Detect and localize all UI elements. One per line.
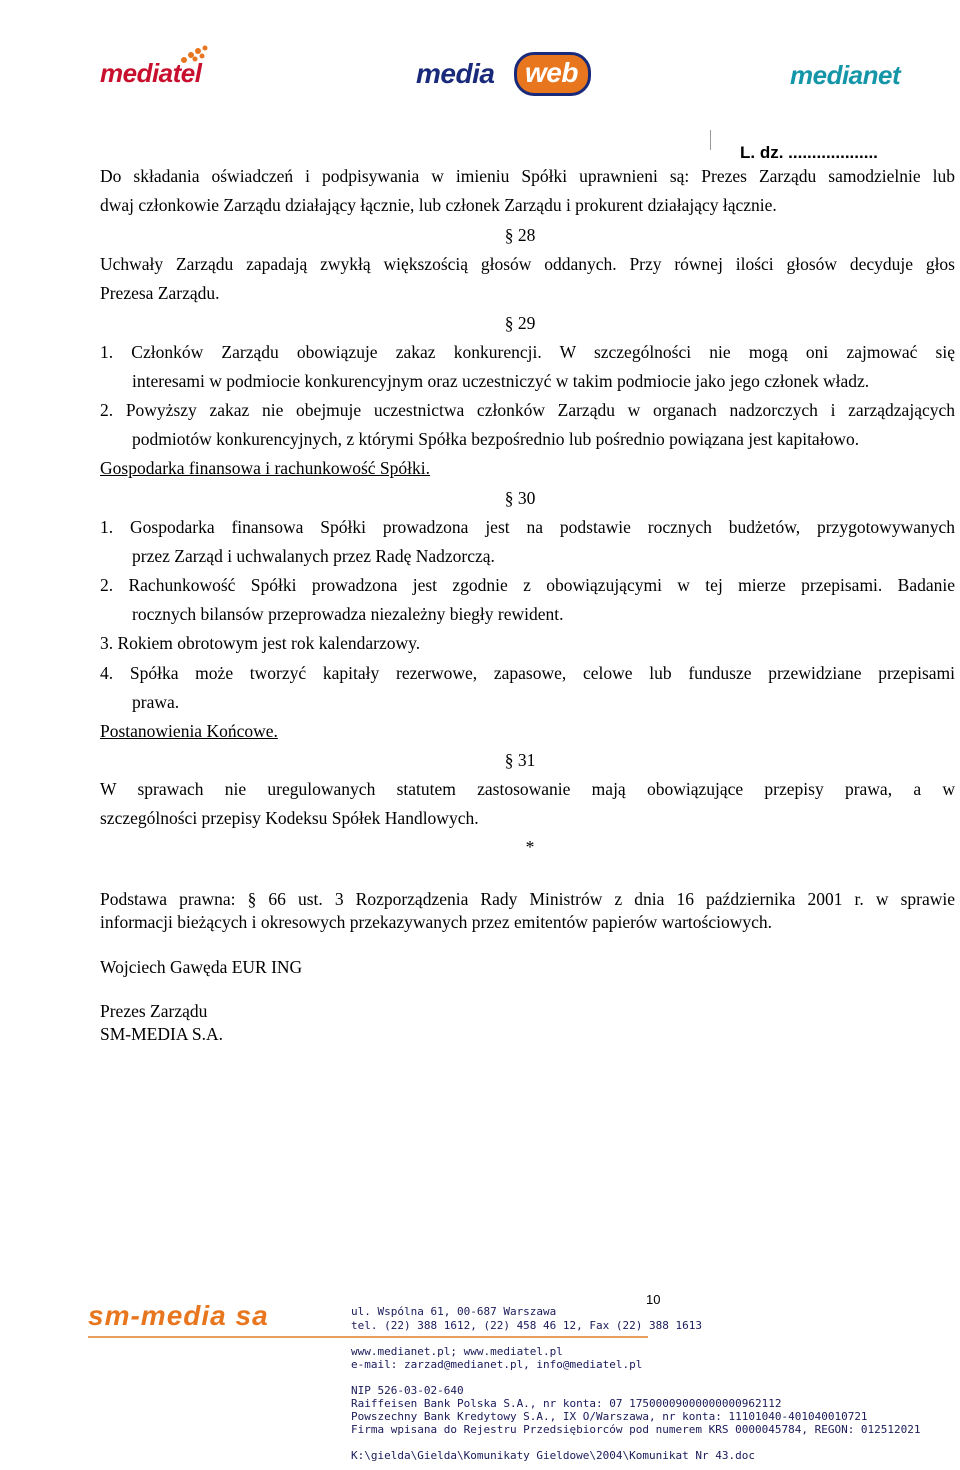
list-item: 4. Spółka może tworzyć kapitały rezerwowe, zapasowe, celowe lub fundusze przewidziane przepisami [100,663,955,683]
footer-email: e-mail: zarzad@medianet.pl, info@mediatel.pl [351,1358,643,1371]
page-number: 10 [646,1292,661,1307]
footer-websites: www.medianet.pl; www.mediatel.pl [351,1345,563,1358]
medianet-logo-text: medianet [790,60,901,90]
final-provisions-heading: Postanowienia Końcowe. [100,721,278,741]
list-item: 1. Członków Zarządu obowiązuje zakaz konkurencji. W szczególności nie mogą oni zajmować się [100,342,955,362]
footer-divider [88,1336,648,1338]
mediatel-logo-text: mediatel [100,58,202,88]
legal-basis-line: Podstawa prawna: § 66 ust. 3 Rozporządzenia Rady Ministrów z dnia 16 października 2001 r. w sprawie [100,889,955,909]
list-item-continuation: prawa. [132,692,180,712]
separator-asterisk: * [525,837,535,857]
paragraph-line: szczególności przepisy Kodeksu Spółek Handlowych. [100,808,479,828]
legal-basis-line: informacji bieżących i okresowych przekazywanych przez emitentów papierów wartościowych. [100,912,773,932]
medianet-logo [790,56,960,96]
paragraph-line: Prezesa Zarządu. [100,283,220,303]
paragraph-line: dwaj członkowie Zarządu działający łącznie, lub członek Zarządu i prokurent działający łącznie. [100,195,777,215]
paragraph-line: Do składania oświadczeń i podpisywania w imieniu Spółki uprawnieni są: Prezes Zarządu samodzielnie lub [100,166,955,186]
mediatel-logo [100,44,260,94]
list-item-continuation: interesami w podmiocie konkurencyjnym oraz uczestniczyć w takim podmiocie jako jego członek władz. [132,371,870,391]
footer-phone: tel. (22) 388 1612, (22) 458 46 12, Fax (22) 388 1613 [351,1319,702,1332]
section-30-heading: § 30 [504,488,536,508]
list-item: 3. Rokiem obrotowym jest rok kalendarzowy. [100,633,421,653]
section-29-heading: § 29 [504,313,536,333]
signer-role: Prezes Zarządu [100,1001,208,1021]
list-item-continuation: rocznych bilansów przeprowadza niezależny biegły rewident. [132,604,564,624]
mediaweb-logo-text-b: web [514,52,591,96]
signer-name: Wojciech Gawęda EUR ING [100,957,303,977]
footer-bank-2: Powszechny Bank Kredytowy S.A., IX O/Warszawa, nr konta: 11101040-401040010721 [351,1410,868,1423]
company-name: SM-MEDIA S.A. [100,1024,224,1044]
list-item: 2. Powyższy zakaz nie obejmuje uczestnictwa członków Zarządu w organach nadzorczych i zarządzających [100,400,955,420]
finance-heading: Gospodarka finansowa i rachunkowość Spółki. [100,458,431,478]
list-item-continuation: podmiotów konkurencyjnych, z którymi Spółka bezpośrednio lub pośrednio powiązana jest kapitałowo. [132,429,860,449]
paragraph-line: Uchwały Zarządu zapadają zwykłą większością głosów oddanych. Przy równej ilości głosów decyduje głos [100,254,955,274]
header-divider [710,130,711,150]
mediaweb-logo [416,52,616,100]
smmedia-logo: sm-media sa [88,1300,269,1331]
reference-number: L. dz. ................... [740,143,878,162]
footer-bank-1: Raiffeisen Bank Polska S.A., nr konta: 07 17500009000000000962112 [351,1397,782,1410]
paragraph-line: W sprawach nie uregulowanych statutem zastosowanie mają obowiązujące przepisy prawa, a w [100,779,955,799]
section-31-heading: § 31 [504,750,536,770]
section-28-heading: § 28 [504,225,536,245]
list-item: 1. Gospodarka finansowa Spółki prowadzona jest na podstawie rocznych budżetów, przygotowywanych [100,517,955,537]
footer-nip: NIP 526-03-02-640 [351,1384,464,1397]
mediaweb-logo-text-a: media [416,58,495,89]
footer-file-path: K:\gielda\Gielda\Komunikaty Gieldowe\2004\Komunikat Nr 43.doc [351,1449,755,1462]
list-item: 2. Rachunkowość Spółki prowadzona jest zgodnie z obowiązującymi w tej mierze przepisami. Badanie [100,575,955,595]
footer-address: ul. Wspólna 61, 00-687 Warszawa [351,1305,557,1318]
list-item-continuation: przez Zarząd i uchwalanych przez Radę Nadzorczą. [132,546,495,566]
footer-krs: Firma wpisana do Rejestru Przedsiębiorców pod numerem KRS 0000045784, REGON: 012512021 [351,1423,921,1436]
